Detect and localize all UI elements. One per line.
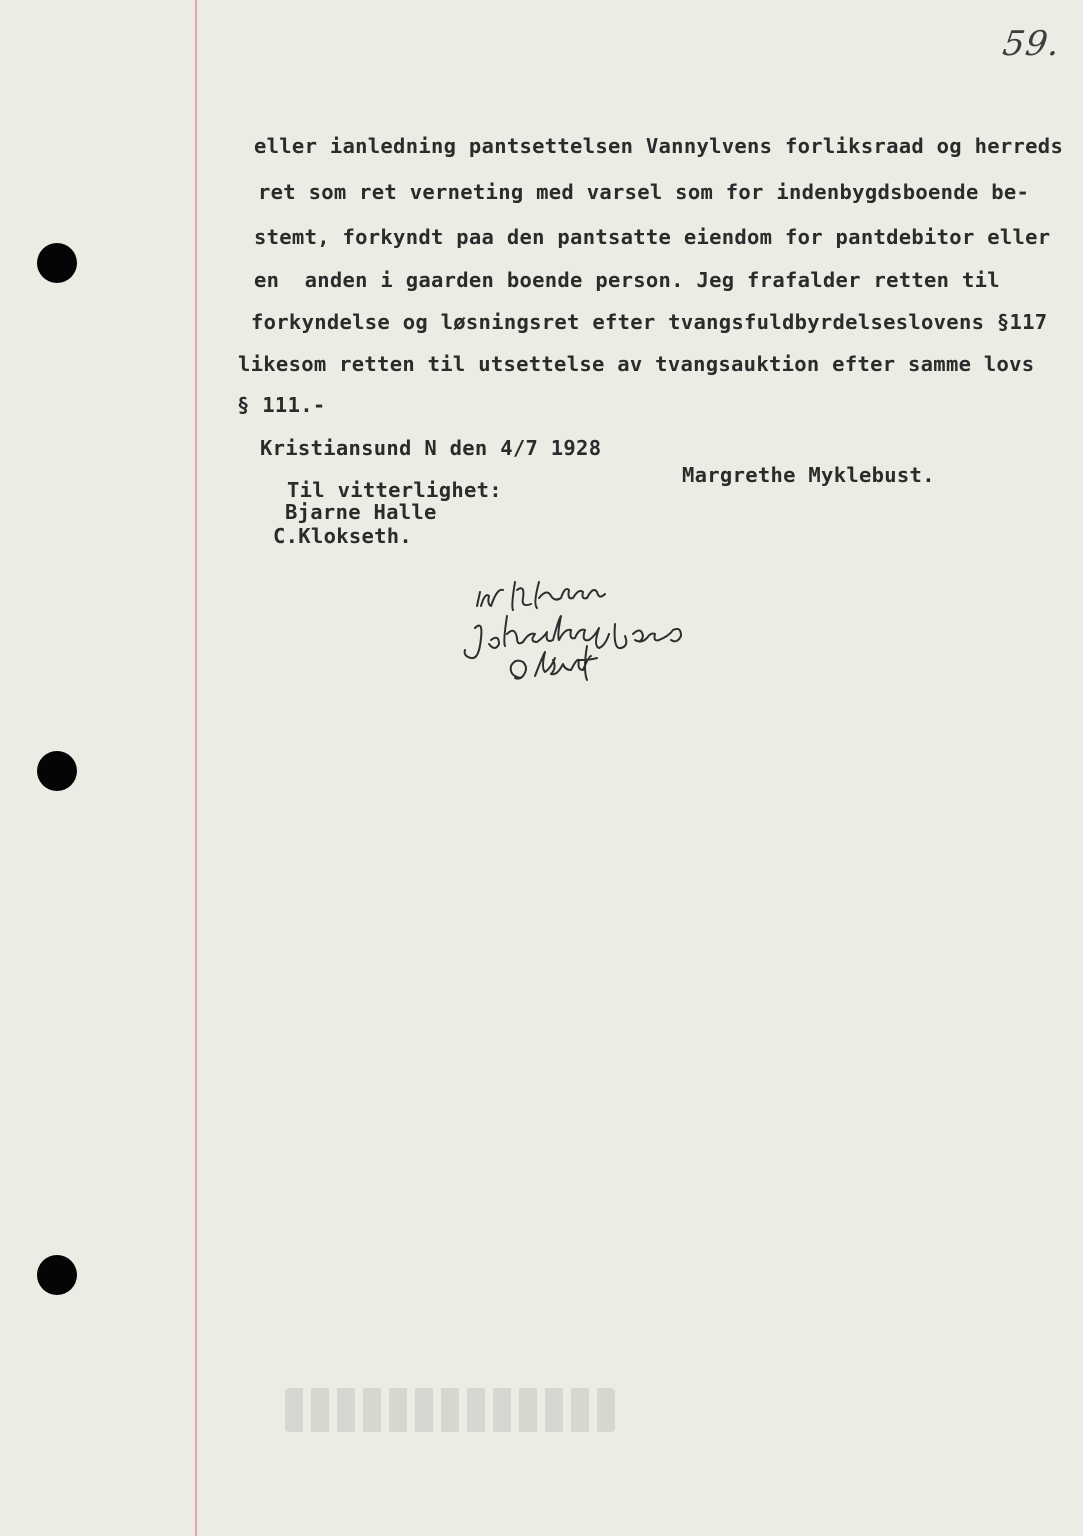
page-number: 59. bbox=[1000, 24, 1063, 64]
red-margin-line bbox=[195, 0, 197, 1536]
body-line: forkyndelse og løsningsret efter tvangsfuldbyrdelseslovens §117 bbox=[251, 310, 1048, 334]
witness-name: C.Klokseth. bbox=[273, 524, 413, 548]
place-date: Kristiansund N den 4/7 1928 bbox=[260, 436, 602, 460]
bleed-through-text bbox=[285, 1388, 615, 1432]
body-line: en anden i gaarden boende person. Jeg frafalder retten til bbox=[254, 268, 1000, 292]
witness-name: Bjarne Halle bbox=[285, 500, 437, 524]
body-line: likesom retten til utsettelse av tvangsauktion efter samme lovs bbox=[238, 352, 1035, 376]
body-line: stemt, forkyndt paa den pantsatte eiendom for pantdebitor eller bbox=[254, 225, 1051, 249]
body-line: § 111.- bbox=[237, 393, 326, 417]
punch-hole-top bbox=[37, 243, 77, 283]
body-line: ret som ret verneting med varsel som for indenbygdsboende be- bbox=[258, 180, 1030, 204]
signer-name: Margrethe Myklebust. bbox=[682, 463, 935, 487]
punch-hole-middle bbox=[37, 751, 77, 791]
handwritten-signature bbox=[455, 576, 745, 696]
body-line: eller ianledning pantsettelsen Vannylvens forliksraad og herreds bbox=[254, 134, 1064, 158]
witness-label: Til vitterlighet: bbox=[287, 478, 502, 502]
punch-hole-bottom bbox=[37, 1255, 77, 1295]
